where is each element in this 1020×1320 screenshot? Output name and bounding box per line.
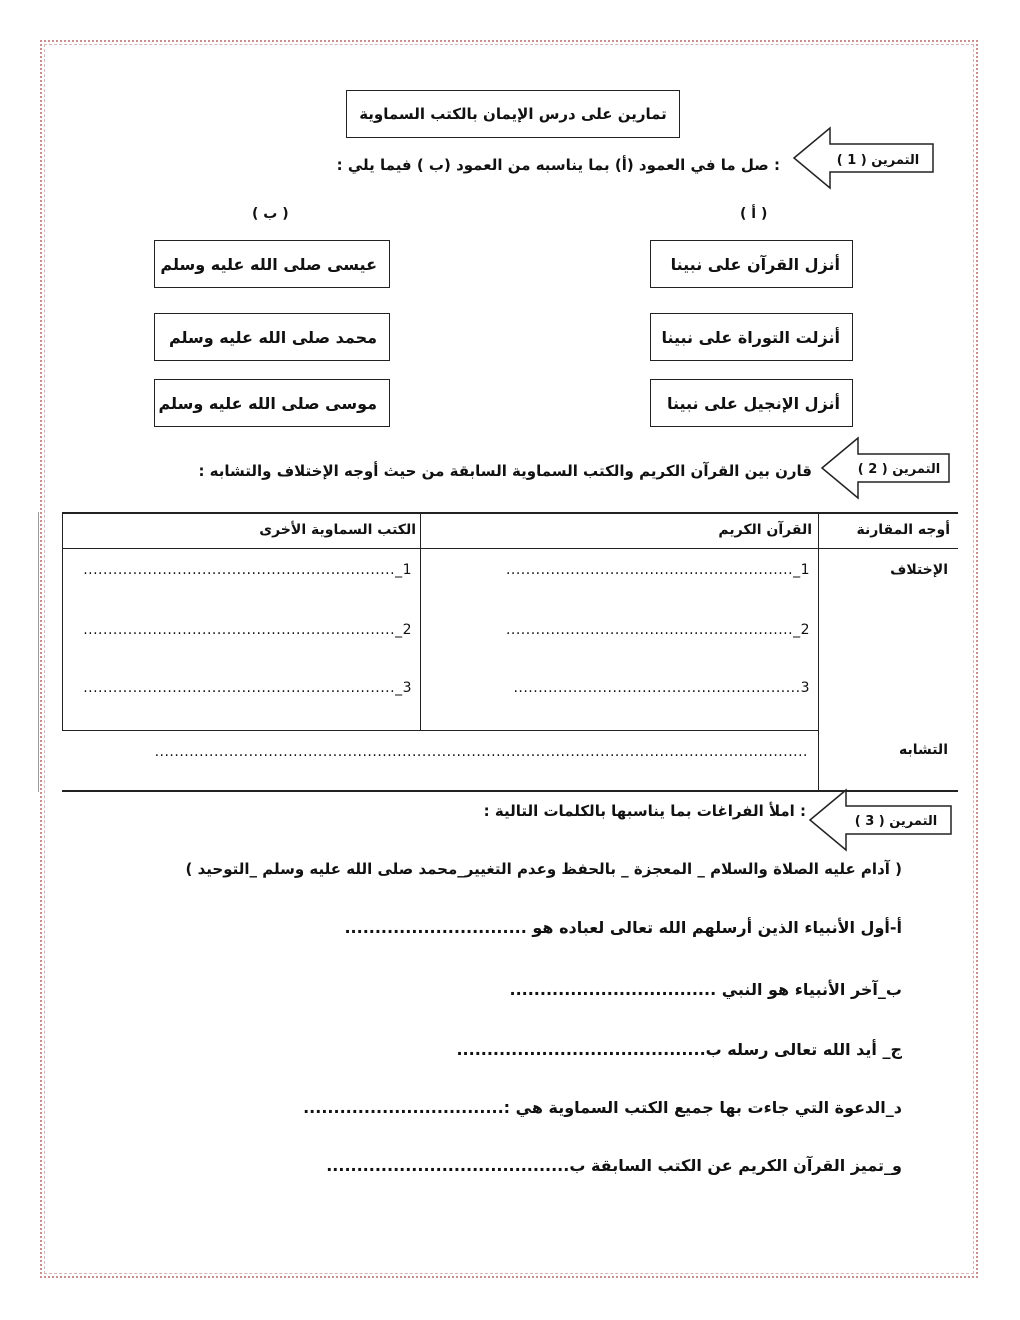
page-title: تمارين على درس الإيمان بالكتب السماوية <box>346 90 680 138</box>
table-header-quran: القرآن الكريم <box>718 522 812 538</box>
table-margin-line <box>38 512 39 792</box>
quran-difference-3[interactable]: 3.......................................................... <box>513 680 810 696</box>
match-item-b-1[interactable]: عيسى صلى الله عليه وسلم <box>154 240 390 288</box>
fill-question-5[interactable]: و_تميز القرآن الكريم عن الكتب السابقة ب........................................ <box>326 1156 902 1175</box>
fill-question-2[interactable]: ب_آخر الأنبياء هو النبي .................................. <box>509 980 902 999</box>
exercise-3-label: التمرين ( 3 ) <box>854 814 938 829</box>
exercise-1-instruction: : صل ما في العمود (أ) بما يناسبه من العمود (ب ) فيما يلي : <box>336 156 780 174</box>
other-difference-2[interactable]: 2_............................................................... <box>83 622 412 638</box>
other-difference-3[interactable]: 3_............................................................... <box>83 680 412 696</box>
exercise-3-instruction: : املأ الفراغات بما يناسبها بالكلمات التالية : <box>483 802 806 820</box>
row-label-difference: الإختلاف <box>890 562 948 578</box>
match-item-b-3[interactable]: موسى صلى الله عليه وسلم <box>154 379 390 427</box>
exercise-1-label: التمرين ( 1 ) <box>836 153 920 168</box>
word-bank: ( آدام عليه الصلاة والسلام _ المعجزة _ بالحفظ وعدم التغيير_محمد صلى الله عليه وسلم _التوحيد ) <box>185 860 902 878</box>
match-item-b-2[interactable]: محمد صلى الله عليه وسلم <box>154 313 390 361</box>
fill-question-3[interactable]: ج_ أيد الله تعالى رسله ب......................................... <box>456 1040 902 1059</box>
table-header-line <box>62 548 958 549</box>
fill-question-4[interactable]: د_الدعوة التي جاءت بها جميع الكتب السماوية هي :................................. <box>303 1098 902 1117</box>
match-item-a-3[interactable]: أنزل الإنجيل على نبينا <box>650 379 853 427</box>
exercise-2-label: التمرين ( 2 ) <box>857 462 941 477</box>
quran-difference-1[interactable]: 1_.......................................................... <box>505 562 810 578</box>
match-item-a-1[interactable]: أنزل القرآن على نبينا <box>650 240 853 288</box>
column-b-header: ( ب ) <box>252 206 289 222</box>
similarity-answer[interactable]: .................................................................................................................................... <box>154 744 808 760</box>
row-label-similarity: التشابه <box>898 742 948 758</box>
table-header-aspect: أوجه المقارنة <box>856 522 950 538</box>
table-header-other-books: الكتب السماوية الأخرى <box>259 522 416 538</box>
table-divider-1 <box>818 512 819 791</box>
match-item-a-2[interactable]: أنزلت التوراة على نبينا <box>650 313 853 361</box>
column-a-header: ( أ ) <box>740 206 768 222</box>
table-row-line <box>62 730 818 731</box>
exercise-2-instruction: قارن بين القرآن الكريم والكتب السماوية السابقة من حيث أوجه الإختلاف والتشابه : <box>198 462 812 480</box>
table-top-line <box>62 512 958 514</box>
table-divider-2 <box>420 512 421 731</box>
quran-difference-2[interactable]: 2_.......................................................... <box>505 622 810 638</box>
other-difference-1[interactable]: 1_............................................................... <box>83 562 412 578</box>
fill-question-1[interactable]: أ-أول الأنبياء الذين أرسلهم الله تعالى لعباده هو .............................. <box>344 918 902 937</box>
table-left-edge <box>62 512 63 731</box>
page-border-inner <box>44 44 974 1274</box>
